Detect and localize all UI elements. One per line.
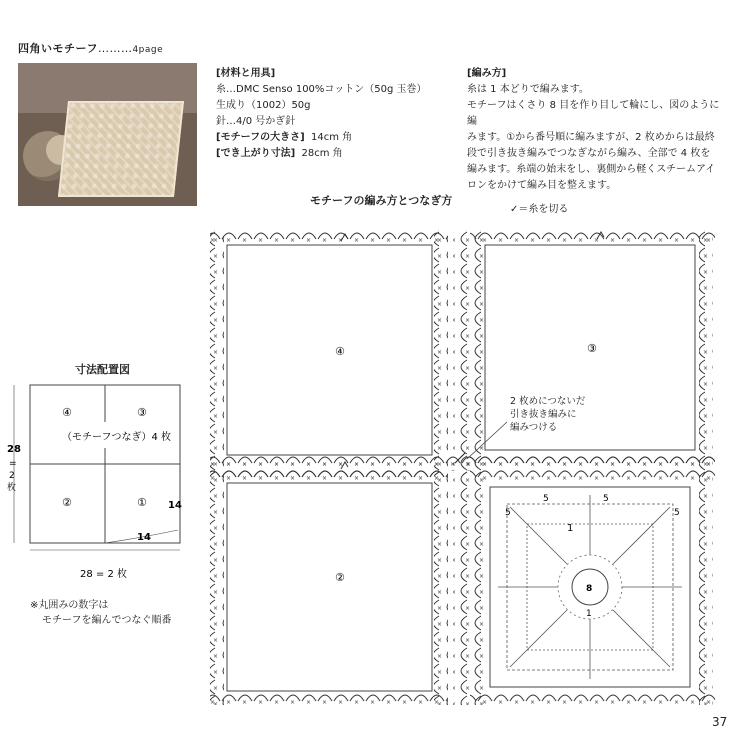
note-line: モチーフを編んでつなぐ順番	[42, 615, 172, 626]
cut-legend-text: ＝糸を切る	[518, 204, 569, 215]
title-leader: ………	[97, 42, 133, 55]
instructions-line: 編みます。糸端の始末をし、裏側から軽くスチームアイ	[467, 164, 716, 175]
materials-heading: [材料と用具]	[216, 68, 276, 79]
join-note-line: 2 枚めにつないだ	[510, 396, 586, 407]
join-note-line: 引き抜き編みに	[510, 409, 577, 420]
motif-3	[470, 230, 715, 470]
materials-color: 生成り（1002）50g	[216, 100, 311, 111]
motif-2-label: ②	[335, 571, 345, 584]
page-title	[18, 40, 163, 56]
instructions-line: ロンをかけて編み目を整えます。	[467, 180, 617, 191]
join-note-line: 編みつける	[510, 422, 558, 433]
round-label: 5	[505, 508, 511, 518]
dim-total-w: 28 = 2 枚	[80, 569, 128, 580]
crochet-diagram	[205, 215, 725, 715]
materials-section	[216, 66, 446, 162]
join-note	[510, 395, 585, 434]
motif-size-value: 14cm 角	[311, 132, 353, 143]
motif-4-label: ④	[335, 345, 345, 358]
cut-legend	[510, 200, 568, 215]
round-label: 1	[567, 523, 574, 534]
note-line	[30, 598, 172, 613]
round-label: 5	[603, 494, 609, 504]
dim-total-h-count: 2	[9, 471, 15, 481]
motif-4	[210, 230, 448, 477]
instructions-line: 糸は 1 本どりで編みます。	[467, 84, 589, 95]
motif-size-label: [モチーフの大きさ]	[216, 132, 305, 143]
round-label: 5	[543, 494, 549, 504]
note-mark: ※	[30, 600, 39, 611]
layout-cell-3: ③	[137, 406, 147, 419]
layout-note	[30, 598, 172, 628]
layout-cell-1: ①	[137, 496, 147, 509]
finished-size	[216, 146, 446, 162]
layout-cell-2: ②	[62, 496, 72, 509]
photo-doily	[58, 101, 184, 197]
note-text: 丸囲みの数字は	[38, 600, 109, 611]
motif-3-label: ③	[587, 342, 597, 355]
diagram-title: モチーフの編み方とつなぎ方	[310, 194, 453, 207]
center-label: 8	[586, 584, 593, 594]
dim-inner-h: 14	[168, 500, 182, 511]
motif-1	[470, 470, 715, 707]
size-layout-diagram	[0, 380, 200, 580]
dim-total-h-eq: =	[9, 459, 17, 469]
round-label: 5	[674, 508, 680, 518]
finished-size-value: 28cm 角	[301, 148, 343, 159]
instructions-line: みます。①から番号順に編みますが、2 枚めからは最終	[467, 132, 715, 143]
layout-title: 寸法配置図	[75, 363, 130, 376]
instructions-line: 段で引き抜き編みでつなぎながら編み、全部で 4 枚を	[467, 148, 711, 159]
cut-thread-icon: ✓	[510, 204, 519, 215]
instructions-section	[467, 66, 725, 194]
motif-size	[216, 130, 446, 146]
materials-yarn: 糸…DMC Senso 100%コットン（50g 玉巻）	[216, 84, 427, 95]
materials-hook: 針…4/0 号かぎ針	[216, 116, 296, 127]
layout-center-text: （モチーフつなぎ）4 枚	[62, 432, 172, 443]
join-column-top	[453, 230, 471, 475]
instructions-line: モチーフはくさり 8 目を作り目して輪にし、図のように編	[467, 100, 720, 127]
page-number: 37	[712, 715, 728, 729]
join-column-bottom	[453, 470, 471, 705]
finished-size-label: [でき上がり寸法]	[216, 148, 296, 159]
dim-total-h: 28	[7, 444, 21, 455]
title-text: 四角いモチーフ	[18, 42, 98, 55]
product-photo	[18, 63, 197, 206]
page-reference: 4page	[132, 45, 164, 55]
instructions-heading: [編み方]	[467, 68, 507, 79]
layout-cell-4: ④	[62, 406, 72, 419]
dim-total-h-unit: 枚	[7, 483, 17, 493]
motif-2	[210, 470, 448, 707]
round-label: 1	[586, 609, 592, 619]
dim-inner-w: 14	[137, 532, 151, 543]
